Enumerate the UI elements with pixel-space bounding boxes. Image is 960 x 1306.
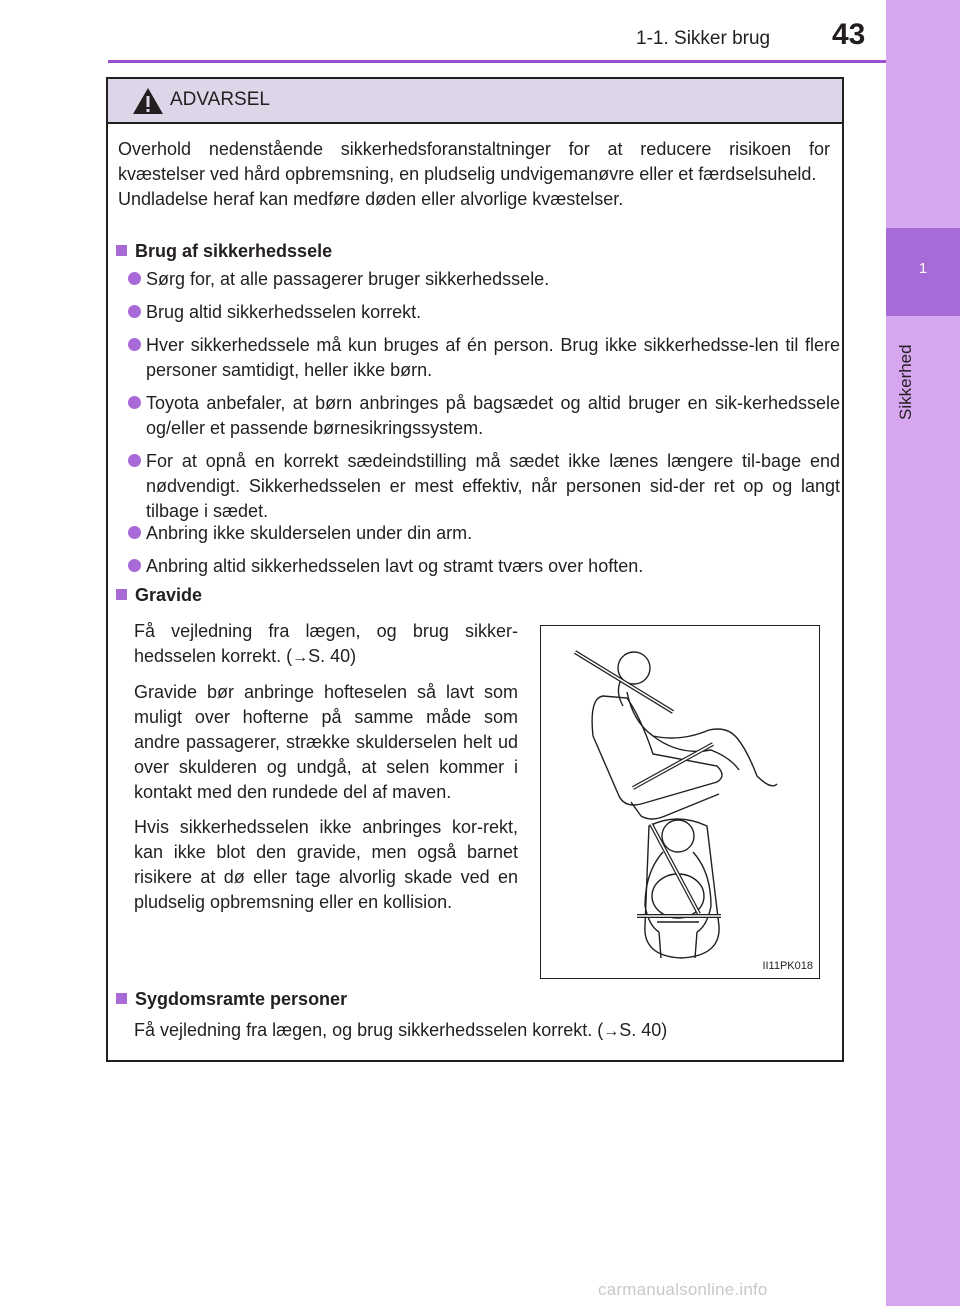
list-item: For at opnå en korrekt sædeindstilling må sædet ikke lænes længere til-bage end nødvendigt. Sikkerhedsselen er mest effektiv, når personen sid-der ret op og langt tilbage i sædet. (118, 449, 840, 524)
chapter-side-tab (886, 0, 960, 1306)
watermark: carmanualsonline.info (598, 1280, 768, 1299)
section-heading-seatbelt: Brug af sikkerhedssele (116, 241, 332, 262)
page-reference-link[interactable]: S. 40) (308, 646, 357, 666)
pregnant-para-1: Få vejledning fra lægen, og brug sikker-hedsselen korrekt. (→S. 40) (134, 621, 518, 666)
header-rule (108, 60, 886, 63)
intro-text: Overhold nedenstående sikkerhedsforanstaltninger for at reducere risikoen for kvæstelser ved hård opbremsning, en pludselig undvigemanøvre eller et færdselsuheld. (118, 139, 830, 184)
chapter-label: Sikkerhed (896, 344, 915, 420)
page-number: 43 (832, 18, 866, 51)
section-title: 1-1. Sikker brug (636, 28, 771, 49)
sick-text: Få vejledning fra lægen, og brug sikkerhedsselen korrekt. (→S. 40) (134, 1020, 668, 1040)
round-bullet-icon (128, 338, 141, 351)
chapter-number: 1 (918, 260, 928, 277)
pregnant-para-2: Gravide bør anbringe hofteselen så lavt som muligt over hofterne på samme måde som andre passagerer, strække skulderselen helt ud over skulderen og undgå, at selen kommer i kontakt med den rundede del af maven. (134, 682, 518, 802)
warning-triangle-icon (132, 87, 164, 115)
square-bullet-icon (116, 993, 127, 1004)
warning-box (106, 77, 844, 1062)
arrow-right-icon: → (603, 1023, 620, 1040)
pregnant-text (134, 619, 518, 925)
warning-title: ADVARSEL (170, 89, 270, 110)
seatbelt-figure-icon (541, 626, 818, 966)
round-bullet-icon (128, 305, 141, 318)
list-item: Sørg for, at alle passagerer bruger sikkerhedssele. (118, 267, 840, 292)
round-bullet-icon (128, 559, 141, 572)
pregnant-para-3: Hvis sikkerhedsselen ikke anbringes kor-rekt, kan ikke blot den gravide, men også barnet risikere at dø eller tage alvorlig skade ved en pludselig opbremsning eller en kollision. (134, 817, 518, 912)
section-heading-sick: Sygdomsramte personer (116, 989, 347, 1010)
intro-consequence: Undladelse heraf kan medføre døden eller alvorlige kvæstelser. (118, 189, 624, 209)
square-bullet-icon (116, 245, 127, 256)
list-item: Toyota anbefaler, at børn anbringes på bagsædet og altid bruger en sik-kerhedssele og/eller et passende børnesikringssystem. (118, 391, 840, 441)
illustration-code: II11PK018 (762, 960, 813, 972)
warning-header (108, 79, 842, 124)
round-bullet-icon (128, 454, 141, 467)
round-bullet-icon (128, 272, 141, 285)
round-bullet-icon (128, 526, 141, 539)
pregnant-seatbelt-illustration (540, 625, 820, 979)
square-bullet-icon (116, 589, 127, 600)
warning-intro (118, 137, 830, 212)
list-item: Brug altid sikkerhedsselen korrekt. (118, 300, 840, 325)
section-heading-pregnant: Gravide (116, 585, 202, 606)
list-item: Hver sikkerhedssele må kun bruges af én person. Brug ikke sikkerhedsse-len til flere personer samtidigt, heller ikke børn. (118, 333, 840, 383)
round-bullet-icon (128, 396, 141, 409)
list-item: Anbring altid sikkerhedsselen lavt og stramt tværs over hoften. (118, 554, 840, 579)
arrow-right-icon: → (292, 649, 309, 666)
list-item: Anbring ikke skulderselen under din arm. (118, 521, 840, 546)
chapter-label-wrap (890, 330, 930, 450)
page-reference-link[interactable]: S. 40) (619, 1020, 668, 1040)
